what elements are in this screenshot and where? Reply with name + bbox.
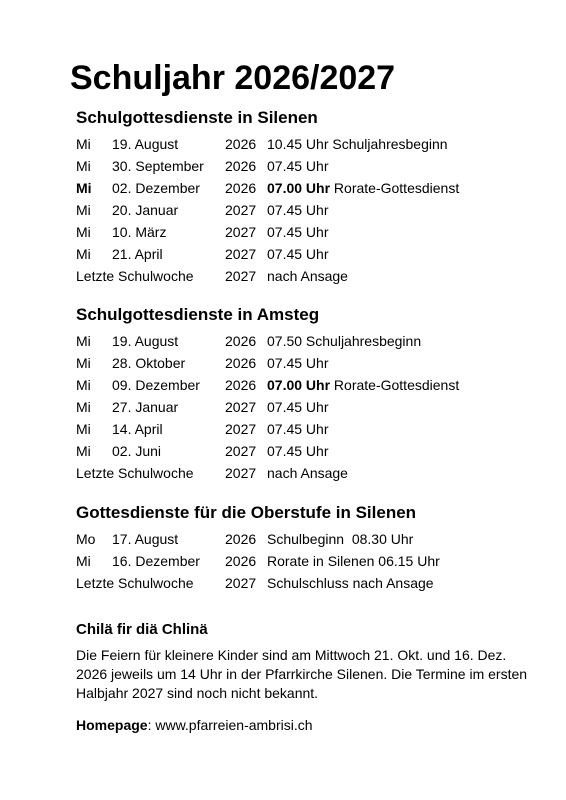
homepage-line: [76, 716, 536, 735]
row-year: 2026: [225, 136, 257, 152]
homepage-separator: :: [147, 717, 156, 733]
row-weekday: Mo: [76, 531, 96, 547]
schedule-row: [76, 396, 546, 418]
row-text: 07.45 Uhr: [267, 202, 329, 218]
row-weekday: Mi: [76, 202, 91, 218]
row-weekday: Mi: [76, 399, 91, 415]
chlina-text: Die Feiern für kleinere Kinder sind am Mittwoch 21. Okt. und 16. Dez. 2026 jeweils um 14 Uhr in der Pfarrkirche Silenen. Die Termine im ersten Halbjahr 2027 sind noch nicht bekannt.: [76, 647, 528, 701]
row-event: [267, 462, 348, 484]
row-text: nach Ansage: [267, 268, 348, 284]
row-event: [267, 550, 440, 572]
row-event: [267, 440, 328, 462]
row-year: 2026: [225, 158, 257, 174]
schedule-row: [76, 440, 546, 462]
row-date: 16. Dezember: [112, 553, 200, 569]
row-date: 28. Oktober: [112, 355, 186, 371]
row-date: 30. September: [112, 158, 204, 174]
section-amsteg: [76, 305, 546, 484]
row-event: [267, 221, 328, 243]
row-event: [267, 572, 434, 594]
row-weekday: Mi: [76, 224, 91, 240]
row-text: Rorate in Silenen 06.15 Uhr: [267, 553, 440, 569]
section-heading: Schulgottesdienste in Amsteg: [76, 305, 320, 324]
row-date: 27. Januar: [112, 399, 179, 415]
row-text: Schulschluss nach Ansage: [267, 575, 434, 591]
schedule-row: [76, 265, 546, 287]
row-year: 2026: [225, 377, 257, 393]
page-title: Schuljahr 2026/2027: [70, 59, 396, 97]
section-oberstufe: [76, 503, 546, 594]
row-year: 2027: [225, 268, 257, 284]
row-year: 2027: [225, 421, 257, 437]
row-date: 20. Januar: [112, 202, 179, 218]
row-date: 02. Juni: [112, 443, 162, 459]
row-label: Letzte Schulwoche: [76, 575, 194, 591]
row-weekday: Mi: [76, 421, 91, 437]
schedule-row: [76, 330, 546, 352]
row-event: [267, 243, 328, 265]
chlina-heading: Chilä fir diä Chlinä: [76, 621, 208, 638]
row-event: [267, 265, 348, 287]
row-year: 2027: [225, 443, 257, 459]
row-year: 2026: [225, 180, 257, 196]
row-year: 2027: [225, 246, 257, 262]
schedule-row: [76, 462, 546, 484]
row-event: [267, 418, 328, 440]
schedule-list: [76, 330, 546, 484]
schedule-row: [76, 243, 546, 265]
row-text: 10.45 Uhr Schuljahresbeginn: [267, 136, 448, 152]
row-text: nach Ansage: [267, 465, 348, 481]
schedule-row: [76, 133, 546, 155]
row-weekday: Mi: [76, 158, 91, 174]
schedule-row: [76, 572, 546, 594]
row-event: [267, 155, 328, 177]
row-text: 07.45 Uhr: [267, 421, 329, 437]
schedule-list: [76, 133, 546, 287]
schedule-row: [76, 177, 546, 199]
section-heading: Gottesdienste für die Oberstufe in Silenen: [76, 503, 417, 522]
schedule-list: [76, 528, 546, 594]
row-date: 10. März: [112, 224, 167, 240]
row-weekday: Mi: [76, 136, 91, 152]
row-year: 2026: [225, 355, 257, 371]
schedule-row: [76, 199, 546, 221]
row-event: [267, 177, 459, 199]
row-text: 07.45 Uhr: [267, 246, 329, 262]
row-year: 2027: [225, 465, 257, 481]
row-event: [267, 199, 328, 221]
row-date: 17. August: [112, 531, 179, 547]
row-weekday: Mi: [76, 355, 91, 371]
schedule-row: [76, 352, 546, 374]
row-year: 2027: [225, 224, 257, 240]
schedule-row: [76, 528, 546, 550]
section-silenen: [76, 108, 546, 287]
row-weekday: Mi: [76, 180, 92, 196]
schedule-row: [76, 550, 546, 572]
row-event: [267, 528, 413, 550]
row-year: 2027: [225, 575, 257, 591]
row-event: [267, 374, 459, 396]
homepage-link[interactable]: www.pfarreien-ambrisi.ch: [155, 717, 313, 733]
row-time: 07.00 Uhr: [267, 377, 331, 393]
row-date: 02. Dezember: [112, 180, 200, 196]
homepage-label: Homepage: [76, 717, 148, 733]
schedule-row: [76, 418, 546, 440]
row-event: [267, 352, 328, 374]
chlina-block: [76, 620, 536, 703]
row-text: 07.50 Schuljahresbeginn: [267, 333, 422, 349]
row-date: 14. April: [112, 421, 163, 437]
section-heading: Schulgottesdienste in Silenen: [76, 108, 318, 127]
row-text: 07.45 Uhr: [267, 443, 329, 459]
row-time: 07.00 Uhr: [267, 180, 331, 196]
row-date: 09. Dezember: [112, 377, 200, 393]
row-text: 07.45 Uhr: [267, 355, 329, 371]
row-label: Letzte Schulwoche: [76, 465, 194, 481]
schedule-row: [76, 155, 546, 177]
row-date: 19. August: [112, 136, 179, 152]
row-weekday: Mi: [76, 246, 91, 262]
row-year: 2026: [225, 553, 257, 569]
row-event: [267, 330, 421, 352]
row-text: Rorate-Gottesdienst: [330, 180, 460, 196]
schedule-row: [76, 374, 546, 396]
row-weekday: Mi: [76, 377, 91, 393]
row-weekday: Mi: [76, 443, 91, 459]
row-year: 2027: [225, 202, 257, 218]
row-event: [267, 133, 448, 155]
row-label: Letzte Schulwoche: [76, 268, 194, 284]
row-weekday: Mi: [76, 333, 91, 349]
schedule-row: [76, 221, 546, 243]
row-year: 2027: [225, 399, 257, 415]
row-text: 07.45 Uhr: [267, 224, 329, 240]
row-text: 07.45 Uhr: [267, 158, 329, 174]
row-weekday: Mi: [76, 553, 91, 569]
row-text: 07.45 Uhr: [267, 399, 329, 415]
row-text: Rorate-Gottesdienst: [330, 377, 460, 393]
row-date: 19. August: [112, 333, 179, 349]
row-text: Schulbeginn 08.30 Uhr: [267, 531, 414, 547]
row-date: 21. April: [112, 246, 163, 262]
row-year: 2026: [225, 333, 257, 349]
row-year: 2026: [225, 531, 257, 547]
row-event: [267, 396, 328, 418]
